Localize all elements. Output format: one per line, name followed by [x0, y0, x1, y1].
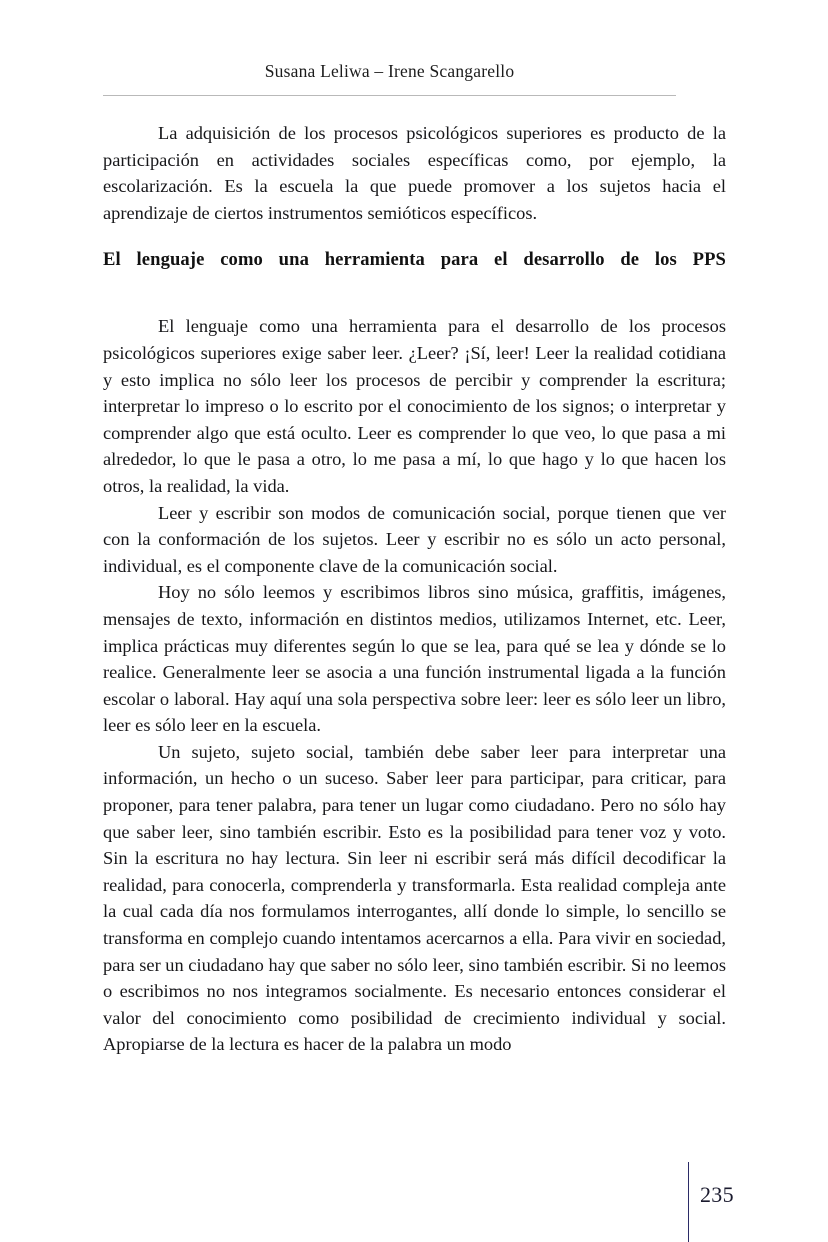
section-heading: El lenguaje como una herramienta para el desarrollo de los PPS	[103, 249, 726, 271]
paragraph: Hoy no sólo leemos y escribimos libros sino música, graffitis, imágenes, mensajes de texto, información en distintos medios, utilizamos Internet, etc. Leer, implica prácticas muy diferentes según lo que se lea, para qué se lea y dónde se lo realice. Generalmente leer se asocia a una función instrumental ligada a la función escolar o laboral. Hay aquí una sola perspectiva sobre leer: leer es sólo leer un libro, leer es sólo leer en la escuela.	[103, 582, 726, 736]
paragraph: Un sujeto, sujeto social, también debe saber leer para interpretar una información, un hecho o un suceso. Saber leer para participar, para criticar, para proponer, para tener palabra, para tener un lugar como ciudadano. Pero no sólo hay que saber leer, sino también escribir. Esto es la posibilidad para tener voz y voto. Sin la escritura no hay lectura. Sin leer ni escribir será más difícil decodificar la realidad, para conocerla, comprenderla y transformarla. Esta realidad compleja ante la cual cada día nos formulamos interrogantes, allí donde lo simple, lo sencillo se transforma en complejo cuando intentamos acercarnos a ella. Para vivir en sociedad, para ser un ciudadano hay que saber no sólo leer, sino también escribir. Si no leemos o escribimos no nos integramos socialmente. Es necesario entonces considerar el valor del conocimiento como posibilidad de crecimiento individual y social. Apropiarse de la lectura es hacer de la palabra un modo	[103, 741, 726, 1055]
page-body	[103, 120, 726, 1058]
page-number: 235	[700, 1182, 734, 1207]
running-head-text: Susana Leliwa – Irene Scangarello	[264, 61, 515, 81]
header-divider	[103, 95, 676, 96]
paragraph: Leer y escribir son modos de comunicación social, porque tienen que ver con la conformación de los sujetos. Leer y escribir no es sólo un acto personal, individual, es el componente clave de la comunicación social.	[103, 502, 726, 576]
paragraph: La adquisición de los procesos psicológicos superiores es producto de la participación en actividades sociales específicas como, por ejemplo, la escolarización. Es la escuela la que puede promover a los sujetos hacia el aprendizaje de ciertos instrumentos semióticos específicos.	[103, 123, 726, 223]
running-head	[103, 62, 676, 81]
paragraph: El lenguaje como una herramienta para el desarrollo de los procesos psicológicos superiores exige saber leer. ¿Leer? ¡Sí, leer! Leer la realidad cotidiana y esto implica no sólo leer los procesos de percibir y comprender la escritura; interpretar lo impreso o lo escrito por el conocimiento de los signos; o interpretar y comprender algo que está oculto. Leer es comprender lo que veo, lo que pasa a mi alrededor, lo que le pasa a otro, lo me pasa a mí, lo que hago y lo que hacen los otros, la realidad, la vida.	[103, 316, 726, 496]
page-folio	[688, 1172, 734, 1218]
